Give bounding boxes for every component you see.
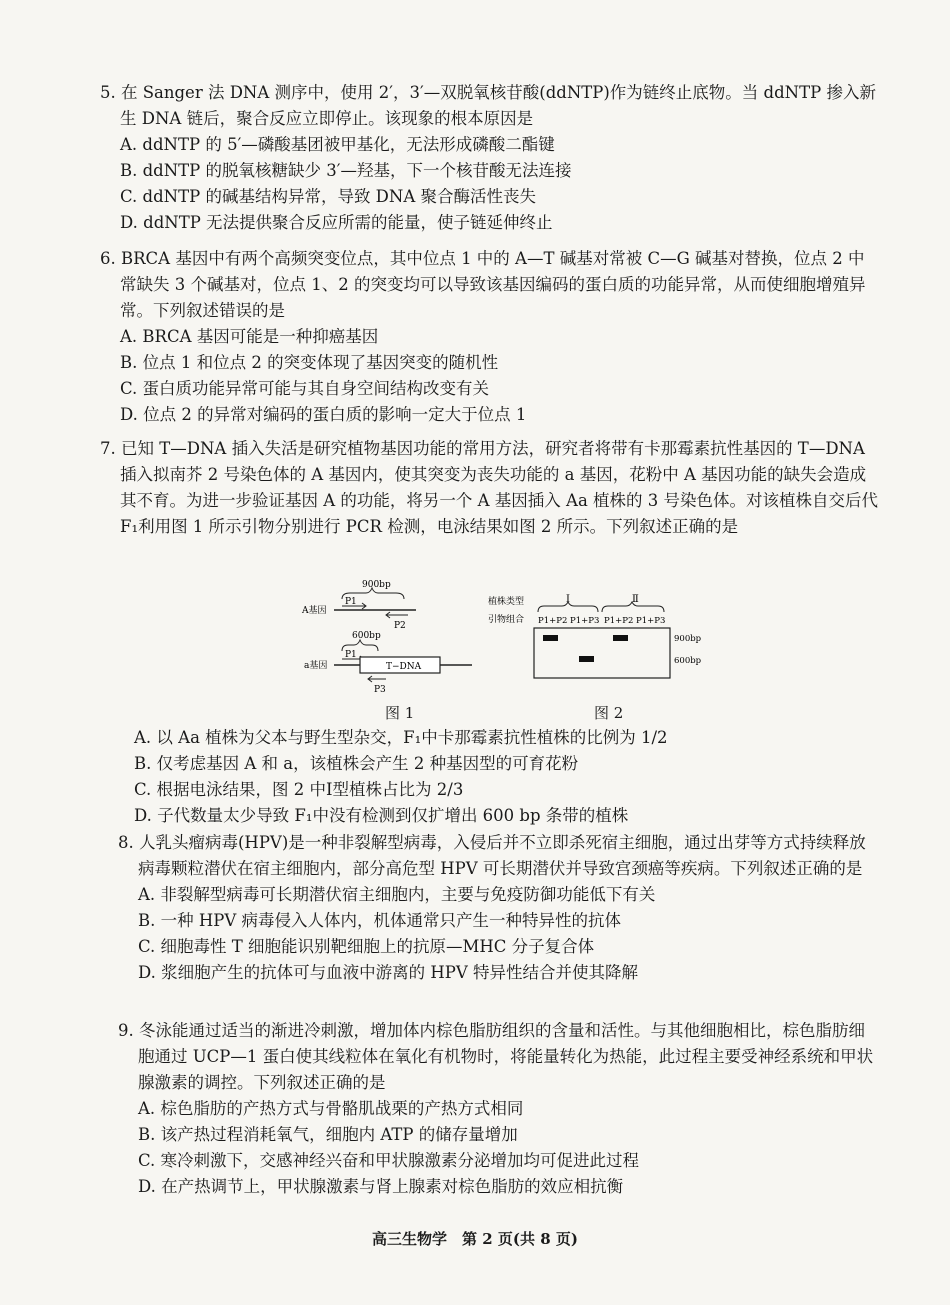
question-5-option-c: C. ddNTP 的碱基结构异常，导致 DNA 聚合酶活性丧失 — [120, 187, 537, 206]
question-5 — [100, 80, 880, 236]
fig2-lane-3: P1+P2 — [604, 616, 634, 626]
question-7-option-c: C. 根据电泳结果，图 2 中Ⅰ型植株占比为 2/3 — [134, 780, 464, 799]
fig2-marker-900: 900bp — [674, 634, 702, 644]
question-5-option-d: D. ddNTP 无法提供聚合反应所需的能量，使子链延伸终止 — [120, 213, 553, 232]
fig1-gene-a-label: a基因 — [304, 661, 328, 671]
fig2-type-2: Ⅱ — [632, 594, 639, 605]
question-6 — [100, 246, 880, 428]
question-8-option-b: B. 一种 HPV 病毒侵入人体内，机体通常只产生一种特异性的抗体 — [138, 911, 622, 930]
fig2-lane-4: P1+P3 — [636, 616, 666, 626]
fig1-p1-label: P1 — [345, 597, 357, 607]
question-8-option-c: C. 细胞毒性 T 细胞能识别靶细胞上的抗原—MHC 分子复合体 — [138, 937, 595, 956]
question-9 — [118, 1018, 880, 1200]
figure-2-caption: 图 2 — [594, 704, 624, 722]
figure-2-diagram — [484, 590, 714, 690]
figure-1-diagram — [290, 575, 490, 695]
question-5-stem: 5. 在 Sanger 法 DNA 测序中，使用 2′，3′—双脱氧核苷酸(ddNTP)作为链终止底物。当 ddNTP 掺入新生 DNA 链后，聚合反应立即停止。该现象的根本原因是 — [100, 83, 876, 128]
figure-1-caption: 图 1 — [385, 704, 415, 722]
question-9-option-c: C. 寒冷刺激下，交感神经兴奋和甲状腺激素分泌增加均可促进此过程 — [138, 1151, 640, 1170]
question-7-options — [100, 725, 880, 829]
fig2-row2-label: 引物组合 — [488, 615, 525, 625]
question-7-stem: 7. 已知 T—DNA 插入失活是研究植物基因功能的常用方法，研究者将带有卡那霉素抗性基因的 T—DNA插入拟南芥 2 号染色体的 A 基因内，使其突变为丧失功能的 a 基因，花粉中 A 基因功能的缺失会造成其不育。为进一步验证基因 A 的功能，将另一个 A 基因插入 Aa 植株的 3 号染色体。对该植株自交后代 F₁利用图 1 所示引物分别进行 PCR 检测，电泳结果如图 2 所示。下列叙述正确的是 — [100, 439, 879, 536]
question-9-option-d: D. 在产热调节上，甲状腺激素与肾上腺素对棕色脂肪的效应相抗衡 — [138, 1177, 624, 1196]
fig1-tdna-label: T−DNA — [386, 662, 422, 672]
question-8-option-a: A. 非裂解型病毒可长期潜伏宿主细胞内，主要与免疫防御功能低下有关 — [138, 885, 656, 904]
question-7-stem-block — [100, 436, 880, 540]
question-6-option-b: B. 位点 1 和位点 2 的突变体现了基因突变的随机性 — [120, 353, 499, 372]
question-5-option-b: B. ddNTP 的脱氧核糖缺少 3′—羟基，下一个核苷酸无法连接 — [120, 161, 572, 180]
fig1-p1b-label: P1 — [345, 650, 357, 660]
fig2-row1-label: 植株类型 — [488, 597, 525, 607]
page-footer: 高三生物学 第 2 页(共 8 页) — [372, 1230, 578, 1248]
fig2-type-2-brace — [602, 602, 664, 612]
figure-1 — [290, 575, 490, 695]
question-7-option-d: D. 子代数量太少导致 F₁中没有检测到仅扩增出 600 bp 条带的植株 — [134, 806, 629, 825]
fig1-600bp-label: 600bp — [352, 631, 381, 641]
question-6-stem: 6. BRCA 基因中有两个高频突变位点，其中位点 1 中的 A—T 碱基对常被 C—G 碱基对替换，位点 2 中常缺失 3 个碱基对，位点 1、2 的突变均可以导致该基因编码的蛋白质的功能异常，从而使细胞增殖异常。下列叙述错误的是 — [100, 249, 866, 320]
fig2-type-1: Ⅰ — [566, 594, 570, 605]
fig2-lane-2: P1+P3 — [570, 616, 600, 626]
question-9-stem: 9. 冬泳能通过适当的渐进冷刺激，增加体内棕色脂肪组织的含量和活性。与其他细胞相比，棕色脂肪细胞通过 UCP—1 蛋白使其线粒体在氧化有机物时，将能量转化为热能，此过程主要受神经系统和甲状腺激素的调控。下列叙述正确的是 — [118, 1021, 874, 1092]
question-9-option-b: B. 该产热过程消耗氧气，细胞内 ATP 的储存量增加 — [138, 1125, 518, 1144]
fig2-marker-600: 600bp — [674, 656, 702, 666]
fig2-band-lane3-900 — [613, 635, 628, 641]
fig2-band-lane1-900 — [543, 635, 558, 641]
question-5-option-a: A. ddNTP 的 5′—磷酸基团被甲基化，无法形成磷酸二酯键 — [120, 135, 555, 154]
fig1-900bp-label: 900bp — [362, 580, 391, 590]
question-8-option-d: D. 浆细胞产生的抗体可与血液中游离的 HPV 特异性结合并使其降解 — [138, 963, 639, 982]
question-7-option-b: B. 仅考虑基因 A 和 a，该植株会产生 2 种基因型的可育花粉 — [134, 754, 579, 773]
question-6-option-d: D. 位点 2 的异常对编码的蛋白质的影响一定大于位点 1 — [120, 405, 527, 424]
fig1-gene-A-label: A基因 — [302, 606, 327, 616]
question-7-option-a: A. 以 Aa 植株为父本与野生型杂交，F₁中卡那霉素抗性植株的比例为 1/2 — [134, 728, 668, 747]
fig1-p2-label: P2 — [394, 621, 406, 631]
question-6-option-a: A. BRCA 基因可能是一种抑癌基因 — [120, 327, 379, 346]
question-8 — [118, 830, 880, 986]
question-9-option-a: A. 棕色脂肪的产热方式与骨骼肌战栗的产热方式相同 — [138, 1099, 524, 1118]
fig2-lane-1: P1+P2 — [538, 616, 568, 626]
figure-2 — [484, 590, 714, 690]
question-8-stem: 8. 人乳头瘤病毒(HPV)是一种非裂解型病毒，入侵后并不立即杀死宿主细胞，通过出芽等方式持续释放病毒颗粒潜伏在宿主细胞内，部分高危型 HPV 可长期潜伏并导致宫颈癌等疾病。下列叙述正确的是 — [118, 833, 866, 878]
fig2-band-lane2-600 — [579, 656, 594, 662]
question-6-option-c: C. 蛋白质功能异常可能与其自身空间结构改变有关 — [120, 379, 490, 398]
fig1-p3-label: P3 — [374, 685, 386, 695]
